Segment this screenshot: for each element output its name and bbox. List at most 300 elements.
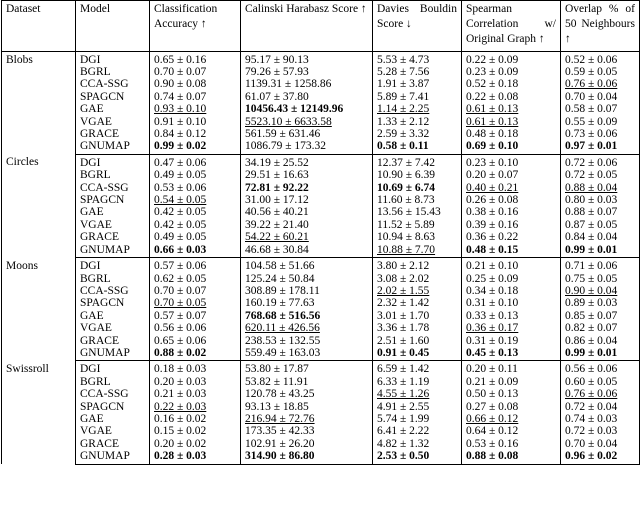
cell-spearman	[462, 361, 561, 376]
cell-spearman	[462, 128, 561, 140]
cell-overlap	[561, 231, 640, 243]
metric-value: 768.68 ± 516.56	[245, 309, 321, 322]
metric-value: 0.71 ± 0.06	[565, 260, 618, 273]
table-row	[2, 182, 640, 194]
cell-classification-accuracy	[150, 231, 241, 243]
header-model: Model	[76, 1, 150, 52]
cell-overlap	[561, 335, 640, 347]
metric-value: 54.22 ± 60.21	[245, 231, 309, 244]
cell-overlap	[561, 376, 640, 388]
table-row	[2, 206, 640, 218]
cell-classification-accuracy	[150, 66, 241, 78]
cell-spearman	[462, 450, 561, 464]
cell-classification-accuracy	[150, 169, 241, 181]
metric-value: 95.17 ± 90.13	[245, 53, 309, 66]
metric-value: 173.35 ± 42.33	[245, 425, 315, 438]
cell-spearman	[462, 322, 561, 334]
header-row	[2, 1, 640, 52]
metric-value: 10.90 ± 6.39	[377, 169, 436, 182]
metric-value: 104.58 ± 51.66	[245, 260, 315, 273]
metric-value: 5523.10 ± 6633.58	[245, 115, 332, 128]
metric-value: 0.21 ± 0.10	[466, 260, 519, 273]
metric-value: 0.57 ± 0.07	[154, 309, 207, 322]
cell-calinski-harabasz	[241, 376, 373, 388]
metric-value: 0.73 ± 0.06	[565, 128, 618, 141]
cell-spearman	[462, 285, 561, 297]
metric-value: 39.22 ± 21.40	[245, 218, 309, 231]
metric-value: 3.36 ± 1.78	[377, 322, 430, 335]
cell-spearman	[462, 219, 561, 231]
header-spearman: Spearman Correlation w/ Original Graph ↑	[462, 1, 561, 52]
metric-value: 0.49 ± 0.05	[154, 231, 207, 244]
metric-value: 120.78 ± 43.25	[245, 388, 315, 401]
metric-value: 0.22 ± 0.09	[466, 53, 519, 66]
metric-value: 0.99 ± 0.01	[565, 346, 618, 359]
cell-davies-bouldin	[373, 285, 462, 297]
cell-classification-accuracy	[150, 361, 241, 376]
metric-value: 4.91 ± 2.55	[377, 400, 430, 413]
metric-value: 0.91 ± 0.45	[377, 346, 430, 359]
metric-value: 0.50 ± 0.13	[466, 388, 519, 401]
metric-value: 0.53 ± 0.16	[466, 437, 519, 450]
metric-value: 0.22 ± 0.08	[466, 90, 519, 103]
cell-calinski-harabasz	[241, 103, 373, 115]
cell-calinski-harabasz	[241, 388, 373, 400]
metric-value: 0.96 ± 0.02	[565, 450, 618, 463]
model-name: VGAE	[76, 425, 150, 437]
metric-value: 0.55 ± 0.09	[565, 115, 618, 128]
metric-value: 0.31 ± 0.10	[466, 297, 519, 310]
table-row	[2, 194, 640, 206]
cell-classification-accuracy	[150, 388, 241, 400]
table-row	[2, 361, 640, 376]
metric-value: 1.33 ± 2.12	[377, 115, 430, 128]
cell-classification-accuracy	[150, 297, 241, 309]
cell-spearman	[462, 273, 561, 285]
metric-value: 2.53 ± 0.50	[377, 450, 430, 463]
table-row	[2, 66, 640, 78]
model-name: GAE	[76, 103, 150, 115]
metric-value: 0.47 ± 0.06	[154, 156, 207, 169]
model-name: DGI	[76, 361, 150, 376]
metric-value: 0.61 ± 0.13	[466, 115, 519, 128]
cell-overlap	[561, 425, 640, 437]
metric-value: 5.53 ± 4.73	[377, 53, 430, 66]
cell-classification-accuracy	[150, 91, 241, 103]
metric-value: 0.49 ± 0.05	[154, 169, 207, 182]
metric-value: 0.88 ± 0.02	[154, 346, 207, 359]
cell-calinski-harabasz	[241, 169, 373, 181]
metric-value: 0.25 ± 0.09	[466, 272, 519, 285]
model-name: BGRL	[76, 66, 150, 78]
metric-value: 0.18 ± 0.03	[154, 363, 207, 376]
cell-classification-accuracy	[150, 103, 241, 115]
cell-spearman	[462, 401, 561, 413]
cell-overlap	[561, 361, 640, 376]
metric-value: 3.80 ± 2.12	[377, 260, 430, 273]
metric-value: 0.59 ± 0.05	[565, 66, 618, 79]
table-row	[2, 244, 640, 258]
header-dataset: Dataset	[2, 1, 76, 52]
cell-overlap	[561, 206, 640, 218]
header-overlap: Overlap % of 50 Neighbours ↑	[561, 1, 640, 52]
cell-overlap	[561, 401, 640, 413]
metric-value: 216.94 ± 72.76	[245, 412, 315, 425]
metric-value: 5.89 ± 7.41	[377, 90, 430, 103]
results-table	[1, 0, 640, 465]
cell-spearman	[462, 258, 561, 273]
cell-classification-accuracy	[150, 182, 241, 194]
metric-value: 0.39 ± 0.16	[466, 218, 519, 231]
cell-davies-bouldin	[373, 273, 462, 285]
metric-value: 2.32 ± 1.42	[377, 297, 430, 310]
cell-overlap	[561, 347, 640, 361]
cell-davies-bouldin	[373, 182, 462, 194]
metric-value: 238.53 ± 132.55	[245, 334, 321, 347]
model-name: CCA-SSG	[76, 78, 150, 90]
model-name: GNUMAP	[76, 140, 150, 154]
metric-value: 0.61 ± 0.13	[466, 103, 519, 116]
cell-davies-bouldin	[373, 194, 462, 206]
metric-value: 4.55 ± 1.26	[377, 388, 430, 401]
model-name: GAE	[76, 413, 150, 425]
metric-value: 0.99 ± 0.01	[565, 243, 618, 256]
metric-value: 0.20 ± 0.03	[154, 375, 207, 388]
cell-davies-bouldin	[373, 376, 462, 388]
metric-value: 125.24 ± 50.84	[245, 272, 315, 285]
cell-davies-bouldin	[373, 258, 462, 273]
metric-value: 0.38 ± 0.16	[466, 206, 519, 219]
cell-davies-bouldin	[373, 154, 462, 169]
metric-value: 0.72 ± 0.06	[565, 156, 618, 169]
cell-classification-accuracy	[150, 140, 241, 154]
metric-value: 0.97 ± 0.01	[565, 140, 618, 153]
cell-classification-accuracy	[150, 285, 241, 297]
metric-value: 314.90 ± 86.80	[245, 450, 315, 463]
cell-classification-accuracy	[150, 376, 241, 388]
metric-value: 0.66 ± 0.12	[466, 412, 519, 425]
table-row	[2, 219, 640, 231]
table-row	[2, 310, 640, 322]
metric-value: 0.93 ± 0.10	[154, 103, 207, 116]
cell-classification-accuracy	[150, 116, 241, 128]
metric-value: 0.52 ± 0.06	[565, 53, 618, 66]
cell-davies-bouldin	[373, 388, 462, 400]
metric-value: 0.21 ± 0.03	[154, 388, 207, 401]
model-name: BGRL	[76, 376, 150, 388]
table-row	[2, 413, 640, 425]
cell-overlap	[561, 182, 640, 194]
cell-classification-accuracy	[150, 425, 241, 437]
cell-calinski-harabasz	[241, 78, 373, 90]
metric-value: 4.82 ± 1.32	[377, 437, 430, 450]
metric-value: 40.56 ± 40.21	[245, 206, 309, 219]
cell-calinski-harabasz	[241, 347, 373, 361]
cell-davies-bouldin	[373, 91, 462, 103]
metric-value: 93.13 ± 18.85	[245, 400, 309, 413]
cell-davies-bouldin	[373, 219, 462, 231]
cell-calinski-harabasz	[241, 310, 373, 322]
table-row	[2, 450, 640, 464]
header-calinski-harabasz: Calinski Harabasz Score ↑	[241, 1, 373, 52]
metric-value: 10.69 ± 6.74	[377, 181, 436, 194]
model-name: DGI	[76, 258, 150, 273]
cell-calinski-harabasz	[241, 182, 373, 194]
cell-davies-bouldin	[373, 450, 462, 464]
metric-value: 561.59 ± 631.46	[245, 128, 321, 141]
cell-classification-accuracy	[150, 310, 241, 322]
metric-value: 10456.43 ± 12149.96	[245, 103, 344, 116]
metric-value: 13.56 ± 15.43	[377, 206, 441, 219]
cell-classification-accuracy	[150, 194, 241, 206]
metric-value: 0.87 ± 0.05	[565, 218, 618, 231]
dataset-name: Moons	[2, 258, 76, 361]
table-row	[2, 297, 640, 309]
metric-value: 2.51 ± 1.60	[377, 334, 430, 347]
cell-classification-accuracy	[150, 413, 241, 425]
cell-calinski-harabasz	[241, 285, 373, 297]
metric-value: 0.82 ± 0.07	[565, 322, 618, 335]
metric-value: 620.11 ± 426.56	[245, 322, 320, 335]
metric-value: 0.28 ± 0.03	[154, 450, 207, 463]
cell-davies-bouldin	[373, 322, 462, 334]
cell-overlap	[561, 66, 640, 78]
cell-davies-bouldin	[373, 438, 462, 450]
metric-value: 0.70 ± 0.04	[565, 90, 618, 103]
metric-value: 0.80 ± 0.03	[565, 194, 618, 207]
metric-value: 11.52 ± 5.89	[377, 218, 435, 231]
metric-value: 0.58 ± 0.11	[377, 140, 429, 153]
metric-value: 559.49 ± 163.03	[245, 346, 321, 359]
metric-value: 2.59 ± 3.32	[377, 128, 430, 141]
cell-overlap	[561, 116, 640, 128]
metric-value: 0.70 ± 0.07	[154, 284, 207, 297]
model-name: BGRL	[76, 273, 150, 285]
model-name: GNUMAP	[76, 244, 150, 258]
metric-value: 0.40 ± 0.21	[466, 181, 519, 194]
metric-value: 0.90 ± 0.04	[565, 284, 618, 297]
table-row	[2, 273, 640, 285]
metric-value: 10.88 ± 7.70	[377, 243, 436, 256]
cell-overlap	[561, 78, 640, 90]
cell-spearman	[462, 140, 561, 154]
metric-value: 29.51 ± 16.63	[245, 169, 309, 182]
cell-classification-accuracy	[150, 51, 241, 66]
cell-calinski-harabasz	[241, 219, 373, 231]
table-row	[2, 231, 640, 243]
metric-value: 6.33 ± 1.19	[377, 375, 430, 388]
metric-value: 0.64 ± 0.12	[466, 425, 519, 438]
model-name: GRACE	[76, 335, 150, 347]
metric-value: 0.72 ± 0.05	[565, 169, 618, 182]
metric-value: 2.02 ± 1.55	[377, 284, 430, 297]
cell-classification-accuracy	[150, 154, 241, 169]
table-row	[2, 169, 640, 181]
cell-spearman	[462, 413, 561, 425]
metric-value: 0.99 ± 0.02	[154, 140, 207, 153]
metric-value: 0.33 ± 0.13	[466, 309, 519, 322]
cell-davies-bouldin	[373, 206, 462, 218]
metric-value: 0.70 ± 0.05	[154, 297, 207, 310]
metric-value: 0.62 ± 0.05	[154, 272, 207, 285]
model-name: GRACE	[76, 438, 150, 450]
cell-classification-accuracy	[150, 438, 241, 450]
cell-classification-accuracy	[150, 219, 241, 231]
cell-calinski-harabasz	[241, 116, 373, 128]
metric-value: 61.07 ± 37.80	[245, 90, 309, 103]
cell-spearman	[462, 438, 561, 450]
cell-calinski-harabasz	[241, 450, 373, 464]
cell-classification-accuracy	[150, 450, 241, 464]
metric-value: 0.60 ± 0.05	[565, 375, 618, 388]
table-body	[2, 51, 640, 464]
metric-value: 11.60 ± 8.73	[377, 194, 435, 207]
metric-value: 3.08 ± 2.02	[377, 272, 430, 285]
metric-value: 3.01 ± 1.70	[377, 309, 430, 322]
cell-overlap	[561, 438, 640, 450]
cell-spearman	[462, 244, 561, 258]
metric-value: 0.45 ± 0.13	[466, 346, 519, 359]
cell-spearman	[462, 297, 561, 309]
table-row	[2, 425, 640, 437]
cell-spearman	[462, 116, 561, 128]
cell-calinski-harabasz	[241, 258, 373, 273]
table-row	[2, 51, 640, 66]
metric-value: 0.75 ± 0.05	[565, 272, 618, 285]
model-name: DGI	[76, 51, 150, 66]
metric-value: 0.89 ± 0.03	[565, 297, 618, 310]
cell-spearman	[462, 169, 561, 181]
metric-value: 0.21 ± 0.09	[466, 375, 519, 388]
model-name: CCA-SSG	[76, 285, 150, 297]
cell-classification-accuracy	[150, 273, 241, 285]
metric-value: 0.23 ± 0.09	[466, 66, 519, 79]
cell-davies-bouldin	[373, 401, 462, 413]
metric-value: 0.90 ± 0.08	[154, 78, 207, 91]
model-name: SPAGCN	[76, 91, 150, 103]
cell-spearman	[462, 310, 561, 322]
cell-davies-bouldin	[373, 361, 462, 376]
cell-spearman	[462, 376, 561, 388]
metric-value: 0.36 ± 0.17	[466, 322, 519, 335]
cell-spearman	[462, 231, 561, 243]
cell-overlap	[561, 103, 640, 115]
table-row	[2, 154, 640, 169]
cell-classification-accuracy	[150, 206, 241, 218]
metric-value: 0.36 ± 0.22	[466, 231, 519, 244]
metric-value: 308.89 ± 178.11	[245, 284, 320, 297]
metric-value: 0.20 ± 0.02	[154, 437, 207, 450]
metric-value: 0.88 ± 0.08	[466, 450, 519, 463]
cell-davies-bouldin	[373, 231, 462, 243]
model-name: GAE	[76, 206, 150, 218]
metric-value: 0.57 ± 0.06	[154, 260, 207, 273]
metric-value: 160.19 ± 77.63	[245, 297, 315, 310]
model-name: GRACE	[76, 128, 150, 140]
cell-spearman	[462, 388, 561, 400]
cell-calinski-harabasz	[241, 413, 373, 425]
cell-spearman	[462, 103, 561, 115]
metric-value: 0.74 ± 0.07	[154, 90, 207, 103]
metric-value: 0.31 ± 0.19	[466, 334, 519, 347]
model-name: VGAE	[76, 116, 150, 128]
header-classification-accuracy: Classification Accuracy ↑	[150, 1, 241, 52]
model-name: BGRL	[76, 169, 150, 181]
metric-value: 1.91 ± 3.87	[377, 78, 430, 91]
table-row	[2, 78, 640, 90]
cell-calinski-harabasz	[241, 128, 373, 140]
cell-davies-bouldin	[373, 413, 462, 425]
cell-classification-accuracy	[150, 401, 241, 413]
cell-classification-accuracy	[150, 335, 241, 347]
metric-value: 0.74 ± 0.03	[565, 412, 618, 425]
metric-value: 1.14 ± 2.25	[377, 103, 430, 116]
metric-value: 0.54 ± 0.05	[154, 194, 207, 207]
cell-spearman	[462, 347, 561, 361]
model-name: GRACE	[76, 231, 150, 243]
cell-davies-bouldin	[373, 169, 462, 181]
metric-value: 1139.31 ± 1258.86	[245, 78, 332, 91]
cell-davies-bouldin	[373, 140, 462, 154]
metric-value: 0.23 ± 0.10	[466, 156, 519, 169]
cell-overlap	[561, 219, 640, 231]
table-row	[2, 285, 640, 297]
cell-classification-accuracy	[150, 258, 241, 273]
metric-value: 0.72 ± 0.04	[565, 400, 618, 413]
cell-overlap	[561, 128, 640, 140]
cell-overlap	[561, 91, 640, 103]
model-name: SPAGCN	[76, 194, 150, 206]
metric-value: 0.84 ± 0.12	[154, 128, 207, 141]
metric-value: 5.74 ± 1.99	[377, 412, 430, 425]
metric-value: 0.48 ± 0.15	[466, 243, 519, 256]
metric-value: 31.00 ± 17.12	[245, 194, 309, 207]
table-row	[2, 140, 640, 154]
model-name: VGAE	[76, 219, 150, 231]
cell-calinski-harabasz	[241, 140, 373, 154]
model-name: CCA-SSG	[76, 182, 150, 194]
cell-overlap	[561, 244, 640, 258]
metric-value: 0.20 ± 0.07	[466, 169, 519, 182]
cell-spearman	[462, 91, 561, 103]
dataset-name: Swissroll	[2, 361, 76, 464]
model-name: GNUMAP	[76, 347, 150, 361]
cell-calinski-harabasz	[241, 273, 373, 285]
cell-davies-bouldin	[373, 51, 462, 66]
cell-overlap	[561, 297, 640, 309]
metric-value: 46.68 ± 30.84	[245, 243, 309, 256]
metric-value: 72.81 ± 92.22	[245, 181, 309, 194]
table-row	[2, 388, 640, 400]
cell-overlap	[561, 450, 640, 464]
model-name: SPAGCN	[76, 401, 150, 413]
cell-davies-bouldin	[373, 66, 462, 78]
metric-value: 53.80 ± 17.87	[245, 363, 309, 376]
metric-value: 0.72 ± 0.03	[565, 425, 618, 438]
model-name: SPAGCN	[76, 297, 150, 309]
cell-classification-accuracy	[150, 322, 241, 334]
table-row	[2, 258, 640, 273]
cell-spearman	[462, 51, 561, 66]
model-name: GAE	[76, 310, 150, 322]
table-row	[2, 103, 640, 115]
cell-spearman	[462, 335, 561, 347]
metric-value: 34.19 ± 25.52	[245, 156, 309, 169]
cell-davies-bouldin	[373, 297, 462, 309]
cell-classification-accuracy	[150, 347, 241, 361]
metric-value: 0.42 ± 0.05	[154, 218, 207, 231]
metric-value: 0.26 ± 0.08	[466, 194, 519, 207]
